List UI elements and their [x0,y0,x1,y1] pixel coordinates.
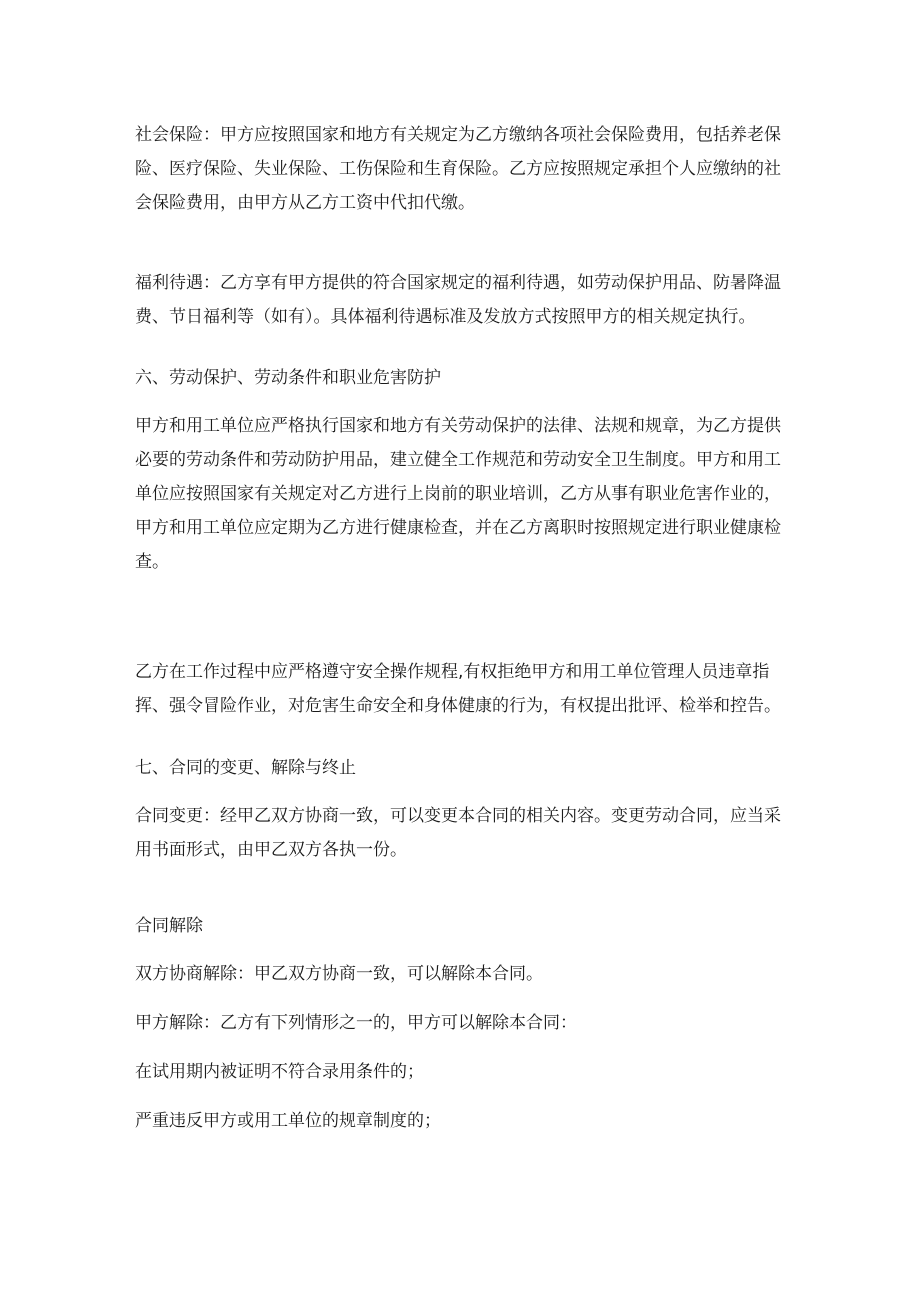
section-heading-seven [135,751,790,785]
text-line: 合同变更：经甲乙双方协商一致，可以变更本合同的相关内容。变更劳动合同，应当采 [135,806,781,826]
text-line: 七、合同的变更、解除与终止 [135,758,356,778]
text-line: 必要的劳动条件和劳动防护用品，建立健全工作规范和劳动安全卫生制度。甲方和用工 [135,450,781,470]
paragraph-safety-rules [135,655,790,723]
paragraph-mutual-termination [135,957,790,991]
text-line: 甲方解除：乙方有下列情形之一的，甲方可以解除本合同： [135,1013,577,1033]
text-line: 甲方和用工单位应定期为乙方进行健康检查，并在乙方离职时按照规定进行职业健康检 [135,518,781,538]
text-line: 挥、强令冒险作业，对危害生命安全和身体健康的行为，有权提出批评、检举和控告。 [135,696,781,716]
text-line: 六、劳动保护、劳动条件和职业危害防护 [135,368,441,388]
text-line: 在试用期内被证明不符合录用条件的； [135,1062,424,1082]
text-line: 甲方和用工单位应严格执行国家和地方有关劳动保护的法律、法规和规章，为乙方提供 [135,416,781,436]
text-line: 用书面形式，由甲乙双方各执一份。 [135,840,407,860]
paragraph-contract-change [135,799,790,867]
text-line: 合同解除 [135,916,203,936]
text-line: 单位应按照国家有关规定对乙方进行上岗前的职业培训，乙方从事有职业危害作业的， [135,484,781,504]
text-line: 会保险费用，由甲方从乙方工资中代扣代缴。 [135,193,475,213]
text-line: 双方协商解除：甲乙双方协商一致，可以解除本合同。 [135,964,543,984]
paragraph-party-a-termination [135,1006,790,1040]
clause-violation [135,1104,790,1138]
text-line: 费、节日福利等（如有）。具体福利待遇标准及发放方式按照甲方的相关规定执行。 [135,307,756,327]
section-heading-six [135,361,790,395]
text-line: 查。 [135,552,169,572]
text-line: 福利待遇：乙方享有甲方提供的符合国家规定的福利待遇，如劳动保护用品、防暑降温 [135,273,781,293]
paragraph-welfare [135,266,790,334]
clause-probation [135,1055,790,1089]
text-line: 险、医疗保险、失业保险、工伤保险和生育保险。乙方应按照规定承担个人应缴纳的社 [135,159,781,179]
text-line: 乙方在工作过程中应严格遵守安全操作规程,有权拒绝甲方和用工单位管理人员违章指 [135,662,770,682]
text-line: 严重违反甲方或用工单位的规章制度的； [135,1111,441,1131]
text-line: 社会保险：甲方应按照国家和地方有关规定为乙方缴纳各项社会保险费用，包括养老保 [135,125,781,145]
paragraph-social-insurance [135,118,790,220]
paragraph-labor-protection [135,409,790,579]
paragraph-contract-termination [135,909,790,943]
